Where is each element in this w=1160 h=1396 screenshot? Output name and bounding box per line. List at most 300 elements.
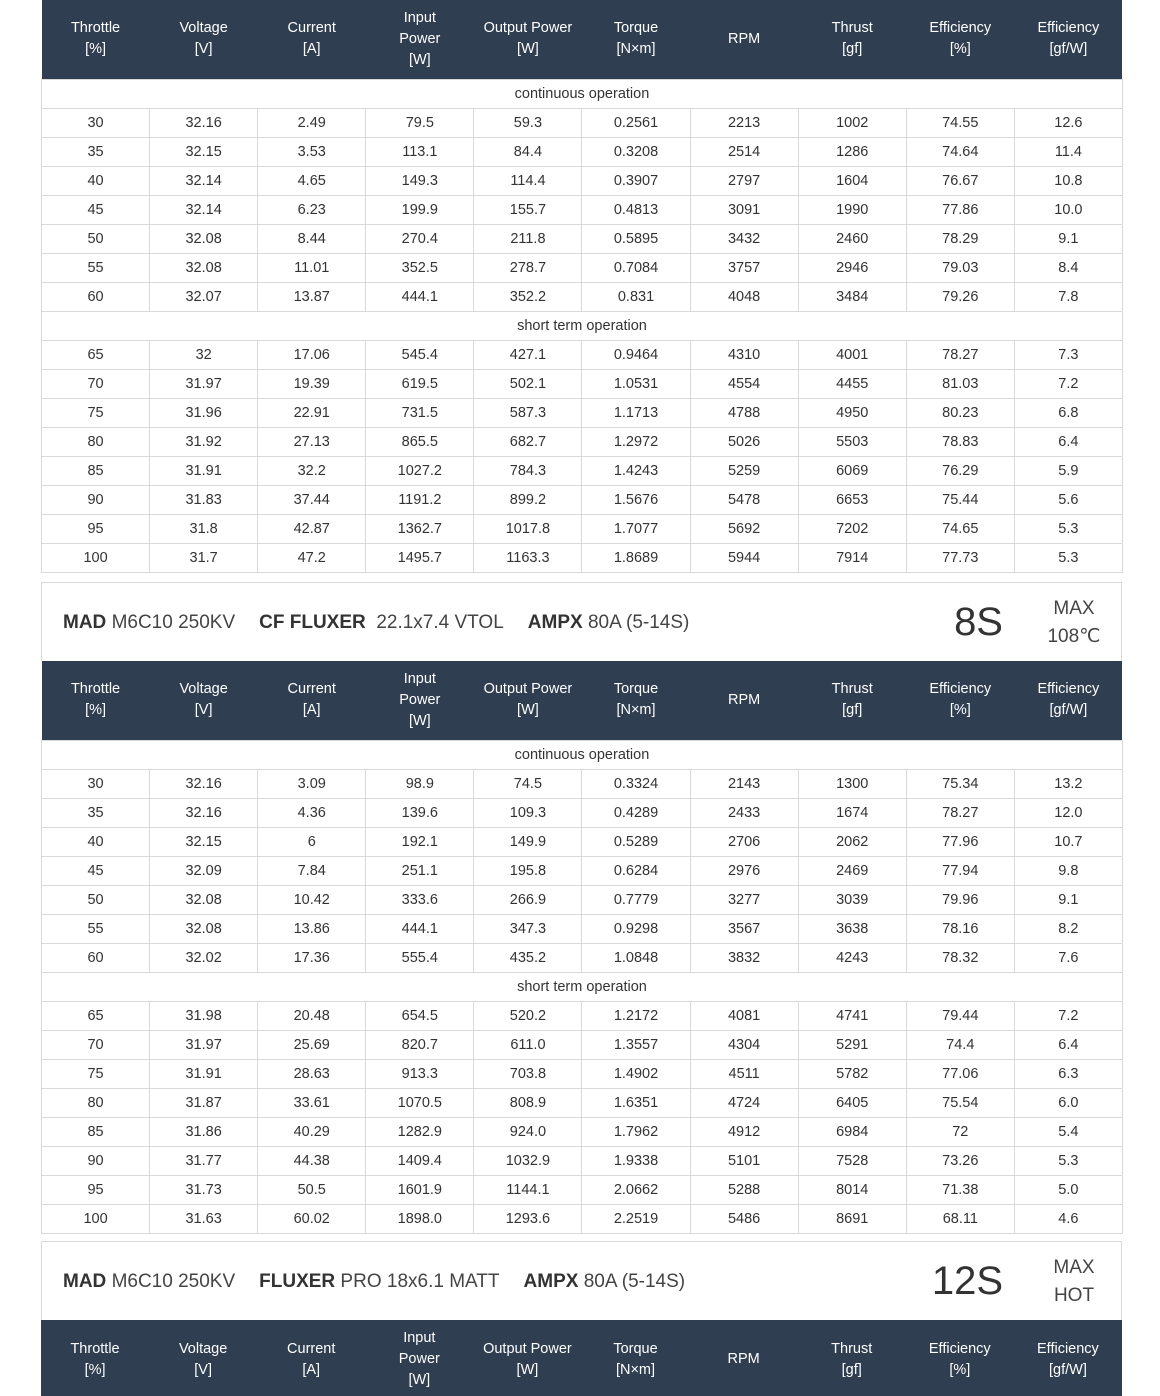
section-label: short term operation <box>42 311 1123 340</box>
table-cell: 20.48 <box>258 1001 366 1030</box>
table-cell: 924.0 <box>474 1117 582 1146</box>
test-setup-header-8s <box>41 582 1122 661</box>
table-cell: 1.7962 <box>582 1117 690 1146</box>
section-row <box>42 740 1123 769</box>
table-cell: 7.6 <box>1014 943 1122 972</box>
column-header <box>582 661 690 740</box>
table-row <box>42 1030 1123 1059</box>
column-header-line: [W] <box>408 712 431 729</box>
column-header-line: Efficiency <box>929 681 992 698</box>
header-row <box>41 1320 1122 1396</box>
table-cell: 2.2519 <box>582 1204 690 1233</box>
table-cell: 17.06 <box>258 340 366 369</box>
table-cell: 703.8 <box>474 1059 582 1088</box>
table-cell: 1300 <box>798 769 906 798</box>
table-row <box>42 137 1123 166</box>
column-header <box>150 0 258 79</box>
table-row <box>42 1175 1123 1204</box>
table-cell: 7.84 <box>258 856 366 885</box>
table-cell: 85 <box>42 1117 150 1146</box>
table-cell: 4081 <box>690 1001 798 1030</box>
column-header-line: [W] <box>516 1361 539 1378</box>
table-cell: 4001 <box>798 340 906 369</box>
column-header <box>42 661 150 740</box>
table-cell: 22.91 <box>258 398 366 427</box>
table-cell: 502.1 <box>474 369 582 398</box>
column-header-line: Input <box>403 9 436 26</box>
table-cell: 59.3 <box>474 108 582 137</box>
column-header-line: Voltage <box>179 681 228 698</box>
table-cell: 251.1 <box>366 856 474 885</box>
table-cell: 85 <box>42 456 150 485</box>
column-header-line: Torque <box>613 20 659 37</box>
table-cell: 4.6 <box>1014 1204 1122 1233</box>
column-header-line: [W] <box>517 702 539 719</box>
table-cell: 81.03 <box>906 369 1014 398</box>
table-cell: 1144.1 <box>474 1175 582 1204</box>
column-header-line: Power <box>399 691 441 708</box>
table-cell: 55 <box>42 914 150 943</box>
table-cell: 13.87 <box>258 282 366 311</box>
table-cell: 0.7084 <box>582 253 690 282</box>
table-cell: 3277 <box>690 885 798 914</box>
table-cell: 78.16 <box>906 914 1014 943</box>
test-table-2 <box>41 661 1123 1234</box>
table-cell: 47.2 <box>258 543 366 572</box>
table-cell: 90 <box>42 485 150 514</box>
table-cell: 1.5676 <box>582 485 690 514</box>
table-cell: 75.44 <box>906 485 1014 514</box>
table-cell: 13.86 <box>258 914 366 943</box>
prop-model: 22.1x7.4 VTOL <box>376 611 504 633</box>
table-cell: 352.5 <box>366 253 474 282</box>
table-cell: 0.9464 <box>582 340 690 369</box>
esc-spec <box>528 612 690 634</box>
table-cell: 820.7 <box>366 1030 474 1059</box>
table-cell: 12.6 <box>1014 108 1122 137</box>
table-cell: 74.64 <box>906 137 1014 166</box>
table-cell: 5291 <box>798 1030 906 1059</box>
column-header-line: [gf] <box>842 702 863 719</box>
table-cell: 5259 <box>690 456 798 485</box>
table-cell: 2706 <box>690 827 798 856</box>
table-row <box>42 885 1123 914</box>
table-cell: 0.5289 <box>582 827 690 856</box>
max-temperature <box>1044 583 1104 662</box>
table-cell: 8.4 <box>1014 253 1122 282</box>
table-cell: 6 <box>258 827 366 856</box>
section-row <box>42 311 1123 340</box>
table-cell: 50.5 <box>258 1175 366 1204</box>
table-cell: 7914 <box>798 543 906 572</box>
table-cell: 10.7 <box>1014 827 1122 856</box>
column-header-line: [V] <box>194 41 213 58</box>
table-cell: 545.4 <box>366 340 474 369</box>
table-cell: 1.3557 <box>582 1030 690 1059</box>
column-header-line: Efficiency <box>1037 681 1100 698</box>
table-cell: 5.4 <box>1014 1117 1122 1146</box>
table-row <box>42 108 1123 137</box>
table-cell: 55 <box>42 253 150 282</box>
column-header-line: [W] <box>408 1372 431 1388</box>
table-cell: 435.2 <box>474 943 582 972</box>
motor-model: M6C10 250KV <box>111 1270 236 1292</box>
table-cell: 1674 <box>798 798 906 827</box>
table-cell: 60 <box>42 282 150 311</box>
table-cell: 4950 <box>798 398 906 427</box>
table-cell: 3638 <box>798 914 906 943</box>
table-cell: 1.0848 <box>582 943 690 972</box>
test-table-3 <box>41 1320 1122 1396</box>
table-cell: 5.9 <box>1014 456 1122 485</box>
column-header-line: Throttle <box>70 1340 120 1357</box>
table-cell: 1.0531 <box>582 369 690 398</box>
column-header-line: Input <box>403 1330 436 1346</box>
table-row <box>42 856 1123 885</box>
table-cell: 5.3 <box>1014 543 1122 572</box>
prop-spec <box>259 1271 499 1293</box>
table-cell: 45 <box>42 195 150 224</box>
table-cell: 77.94 <box>906 856 1014 885</box>
table-cell: 1.2172 <box>582 1001 690 1030</box>
table-row <box>42 195 1123 224</box>
test-setup-header-12s <box>41 1241 1122 1320</box>
column-header-line: Output Power <box>483 20 573 37</box>
section-label: continuous operation <box>42 740 1123 769</box>
column-header <box>690 1320 798 1396</box>
column-header <box>42 0 150 79</box>
table-cell: 32.14 <box>150 166 258 195</box>
column-header-line: Torque <box>613 681 659 698</box>
table-cell: 899.2 <box>474 485 582 514</box>
table-cell: 3091 <box>690 195 798 224</box>
table-cell: 17.36 <box>258 943 366 972</box>
table-cell: 270.4 <box>366 224 474 253</box>
table-cell: 25.69 <box>258 1030 366 1059</box>
table-cell: 11.4 <box>1014 137 1122 166</box>
column-header-line: [A] <box>302 41 321 58</box>
table-cell: 79.03 <box>906 253 1014 282</box>
table-cell: 74.55 <box>906 108 1014 137</box>
column-header <box>798 661 906 740</box>
table-cell: 31.91 <box>150 456 258 485</box>
column-header <box>258 0 366 79</box>
max-value: HOT <box>1053 1284 1095 1306</box>
prop-spec <box>259 612 504 634</box>
table-cell: 75 <box>42 398 150 427</box>
table-cell: 65 <box>42 340 150 369</box>
table-row <box>42 398 1123 427</box>
table-cell: 2.0662 <box>582 1175 690 1204</box>
column-header-line: [W] <box>408 51 431 68</box>
table-cell: 4912 <box>690 1117 798 1146</box>
motor-spec <box>63 612 235 634</box>
table-cell: 1286 <box>798 137 906 166</box>
table-cell: 5782 <box>798 1059 906 1088</box>
max-label: MAX <box>1053 1256 1095 1278</box>
table-cell: 1495.7 <box>366 543 474 572</box>
table-row <box>42 514 1123 543</box>
table-cell: 84.4 <box>474 137 582 166</box>
table-cell: 90 <box>42 1146 150 1175</box>
column-header-line: RPM <box>727 691 761 708</box>
table-cell: 1362.7 <box>366 514 474 543</box>
table-cell: 95 <box>42 514 150 543</box>
prop-model: PRO 18x6.1 MATT <box>340 1270 500 1292</box>
table-cell: 192.1 <box>366 827 474 856</box>
motor-brand: MAD <box>63 1270 107 1292</box>
table-cell: 444.1 <box>366 282 474 311</box>
header-row <box>42 0 1123 79</box>
table-cell: 0.9298 <box>582 914 690 943</box>
table-cell: 74.4 <box>906 1030 1014 1059</box>
table-cell: 40 <box>42 827 150 856</box>
table-cell: 0.3208 <box>582 137 690 166</box>
table-cell: 0.4289 <box>582 798 690 827</box>
table-cell: 0.3907 <box>582 166 690 195</box>
table-row <box>42 1117 1123 1146</box>
table-cell: 75.34 <box>906 769 1014 798</box>
column-header-line: [gf/W] <box>1049 702 1088 719</box>
table-cell: 10.42 <box>258 885 366 914</box>
column-header-line: Input <box>403 670 436 687</box>
table-cell: 100 <box>42 1204 150 1233</box>
esc-model: 80A (5-14S) <box>583 1270 686 1292</box>
column-header-line: [%] <box>949 41 971 58</box>
table-cell: 1990 <box>798 195 906 224</box>
table-cell: 78.32 <box>906 943 1014 972</box>
table-cell: 30 <box>42 108 150 137</box>
esc-brand: AMPX <box>527 611 583 633</box>
table-cell: 32.2 <box>258 456 366 485</box>
table-row <box>42 914 1123 943</box>
table-cell: 5101 <box>690 1146 798 1175</box>
table-cell: 71.38 <box>906 1175 1014 1204</box>
column-header <box>798 1320 906 1396</box>
table-cell: 31.83 <box>150 485 258 514</box>
esc-model: 80A (5-14S) <box>587 611 690 633</box>
table-cell: 2143 <box>690 769 798 798</box>
table-cell: 8.2 <box>1014 914 1122 943</box>
table-cell: 11.01 <box>258 253 366 282</box>
table-cell: 587.3 <box>474 398 582 427</box>
table-cell: 4243 <box>798 943 906 972</box>
table-cell: 78.27 <box>906 798 1014 827</box>
table-cell: 32.15 <box>150 137 258 166</box>
table-cell: 40 <box>42 166 150 195</box>
table-cell: 4.65 <box>258 166 366 195</box>
table-cell: 7.3 <box>1014 340 1122 369</box>
table-cell: 520.2 <box>474 1001 582 1030</box>
table-cell: 31.96 <box>150 398 258 427</box>
table-cell: 35 <box>42 798 150 827</box>
table-cell: 211.8 <box>474 224 582 253</box>
table-cell: 1282.9 <box>366 1117 474 1146</box>
column-header-line: Voltage <box>178 1340 228 1357</box>
test-table-1 <box>41 0 1123 573</box>
table-cell: 72 <box>906 1117 1014 1146</box>
column-header-line: Throttle <box>70 20 121 37</box>
table-cell: 0.3324 <box>582 769 690 798</box>
table-cell: 4511 <box>690 1059 798 1088</box>
table-cell: 50 <box>42 885 150 914</box>
table-cell: 1002 <box>798 108 906 137</box>
table-cell: 0.7779 <box>582 885 690 914</box>
table-cell: 0.831 <box>582 282 690 311</box>
table-cell: 2213 <box>690 108 798 137</box>
table-cell: 5503 <box>798 427 906 456</box>
section-label: short term operation <box>42 972 1123 1001</box>
table-cell: 31.98 <box>150 1001 258 1030</box>
table-cell: 7.2 <box>1014 1001 1122 1030</box>
column-header <box>474 661 582 740</box>
table-cell: 8014 <box>798 1175 906 1204</box>
table-cell: 60.02 <box>258 1204 366 1233</box>
column-header-line: Power <box>398 1351 440 1367</box>
table-cell: 28.63 <box>258 1059 366 1088</box>
table-cell: 79.44 <box>906 1001 1014 1030</box>
table-cell: 3757 <box>690 253 798 282</box>
table-cell: 5.6 <box>1014 485 1122 514</box>
table-cell: 50 <box>42 224 150 253</box>
column-header-line: [gf/W] <box>1048 1361 1087 1378</box>
table-cell: 33.61 <box>258 1088 366 1117</box>
column-header-line: Efficiency <box>928 1340 991 1357</box>
table-cell: 149.9 <box>474 827 582 856</box>
column-header-line: Torque <box>613 1340 658 1357</box>
table-cell: 1293.6 <box>474 1204 582 1233</box>
column-header <box>366 661 474 740</box>
table-cell: 32 <box>150 340 258 369</box>
motor-brand: MAD <box>63 611 107 633</box>
table-cell: 619.5 <box>366 369 474 398</box>
table-cell: 7528 <box>798 1146 906 1175</box>
table-cell: 75.54 <box>906 1088 1014 1117</box>
table-row <box>42 943 1123 972</box>
table-cell: 32.08 <box>150 224 258 253</box>
table-cell: 1.4243 <box>582 456 690 485</box>
table-cell: 5478 <box>690 485 798 514</box>
table-row <box>42 1146 1123 1175</box>
table-cell: 4304 <box>690 1030 798 1059</box>
column-header <box>798 0 906 79</box>
table-cell: 1027.2 <box>366 456 474 485</box>
table-cell: 1.1713 <box>582 398 690 427</box>
table-cell: 79.5 <box>366 108 474 137</box>
table-cell: 1898.0 <box>366 1204 474 1233</box>
cell-count: 8S <box>954 600 1003 644</box>
column-header <box>474 0 582 79</box>
table-row <box>42 282 1123 311</box>
table-cell: 32.07 <box>150 282 258 311</box>
column-header-line: Output Power <box>483 1340 572 1357</box>
table-cell: 0.6284 <box>582 856 690 885</box>
table-cell: 5.3 <box>1014 514 1122 543</box>
column-header-line: RPM <box>727 1351 760 1367</box>
table-row <box>42 798 1123 827</box>
table-cell: 4788 <box>690 398 798 427</box>
motor-model: M6C10 250KV <box>111 611 236 633</box>
column-header <box>582 0 690 79</box>
table-cell: 3.53 <box>258 137 366 166</box>
table-cell: 31.63 <box>150 1204 258 1233</box>
table-cell: 2514 <box>690 137 798 166</box>
column-header-line: Current <box>287 1340 336 1357</box>
column-header-line: Power <box>399 30 441 47</box>
table-cell: 9.1 <box>1014 224 1122 253</box>
table-row <box>42 485 1123 514</box>
table-row <box>42 253 1123 282</box>
table-row <box>42 543 1123 572</box>
table-cell: 37.44 <box>258 485 366 514</box>
table-cell: 42.87 <box>258 514 366 543</box>
table-cell: 9.8 <box>1014 856 1122 885</box>
table-row <box>42 827 1123 856</box>
table-cell: 60 <box>42 943 150 972</box>
table-cell: 32.08 <box>150 253 258 282</box>
section-row <box>42 79 1123 108</box>
prop-brand: FLUXER <box>259 1270 336 1292</box>
table-cell: 1032.9 <box>474 1146 582 1175</box>
setup-specs <box>63 1242 709 1321</box>
table-cell: 6984 <box>798 1117 906 1146</box>
table-cell: 1.8689 <box>582 543 690 572</box>
table-row <box>42 1059 1123 1088</box>
column-header-line: Efficiency <box>929 20 992 37</box>
table-cell: 1017.8 <box>474 514 582 543</box>
table-cell: 6069 <box>798 456 906 485</box>
table-cell: 6.3 <box>1014 1059 1122 1088</box>
table-cell: 27.13 <box>258 427 366 456</box>
table-cell: 13.2 <box>1014 769 1122 798</box>
column-header <box>258 661 366 740</box>
table-cell: 31.77 <box>150 1146 258 1175</box>
table-cell: 109.3 <box>474 798 582 827</box>
table-cell: 31.73 <box>150 1175 258 1204</box>
table-cell: 4455 <box>798 369 906 398</box>
table-cell: 347.3 <box>474 914 582 943</box>
table-cell: 6.4 <box>1014 427 1122 456</box>
table-cell: 32.08 <box>150 885 258 914</box>
column-header-line: [%] <box>85 702 107 719</box>
table-cell: 139.6 <box>366 798 474 827</box>
cell-count: 12S <box>931 1259 1003 1303</box>
table-cell: 32.02 <box>150 943 258 972</box>
table-cell: 80 <box>42 427 150 456</box>
table-cell: 2946 <box>798 253 906 282</box>
motor-spec <box>63 1271 235 1293</box>
table-cell: 913.3 <box>366 1059 474 1088</box>
table-cell: 68.11 <box>906 1204 1014 1233</box>
table-cell: 731.5 <box>366 398 474 427</box>
table-cell: 31.92 <box>150 427 258 456</box>
table-cell: 44.38 <box>258 1146 366 1175</box>
table-cell: 98.9 <box>366 769 474 798</box>
table-cell: 278.7 <box>474 253 582 282</box>
table-cell: 45 <box>42 856 150 885</box>
table-cell: 3039 <box>798 885 906 914</box>
table-cell: 7202 <box>798 514 906 543</box>
table-cell: 79.96 <box>906 885 1014 914</box>
table-cell: 65 <box>42 1001 150 1030</box>
table-cell: 266.9 <box>474 885 582 914</box>
table-cell: 444.1 <box>366 914 474 943</box>
column-header <box>150 661 258 740</box>
table-cell: 333.6 <box>366 885 474 914</box>
table-cell: 2976 <box>690 856 798 885</box>
table-cell: 75 <box>42 1059 150 1088</box>
max-temperature <box>1044 1242 1104 1321</box>
